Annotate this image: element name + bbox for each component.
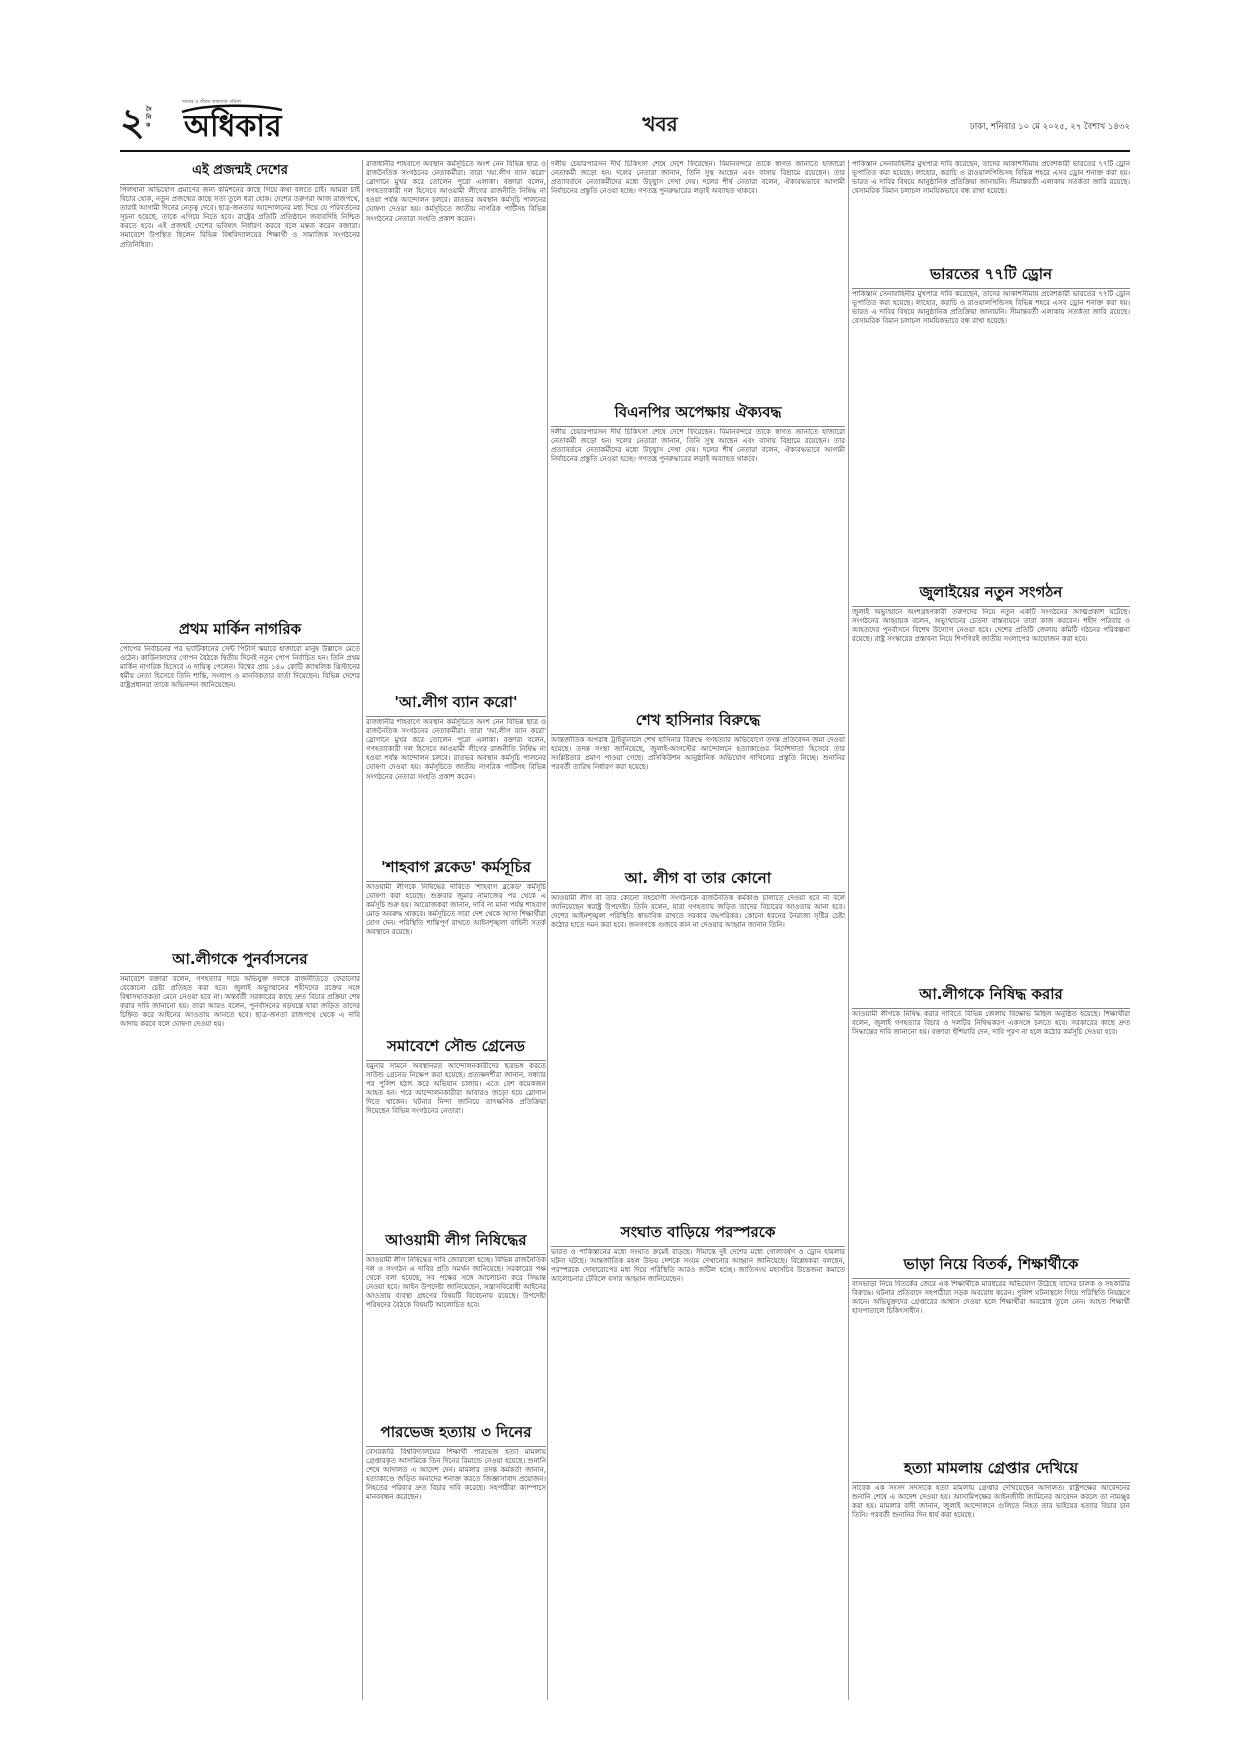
story-body: সাবেক এক সংসদ সদস্যকে হত্যা মামলায় গ্রেপ্তার দেখিয়েছেন আদালত। রাষ্ট্রপক্ষের আবেদনের শুনানি শেষে এ আদেশ দেওয়া হয়। আসামিপক্ষের আইনজীবী জামিনের আবেদন করলে তা নামঞ্জুর করা হয়। মামলার বাদী জানান, জুলাই আন্দোলনে গুলিতে নিহত তার ভাইয়ের হত্যার বিচার চান তিনি। পরবর্তী শুনানির দিন ধার্য করা হয়েছে।	[852, 1484, 1130, 1520]
story-hasina	[551, 708, 845, 860]
story-body: বেসরকারি বিশ্ববিদ্যালয়ের শিক্ষার্থী পারভেজ হত্যা মামলায় গ্রেপ্তারকৃত আসামিকে তিন দিনের রিমান্ডে নেওয়া হয়েছে। শুনানি শেষে আদালত এ আদেশ দেন। মামলার তদন্ত কর্মকর্তা জানান, হত্যাকাণ্ডে জড়িত অন্যদের শনাক্ত করতে জিজ্ঞাসাবাদ প্রয়োজন। নিহতের পরিবার দ্রুত বিচার দাবি করেছে। সহপাঠীরা ক্যাম্পাসে মানববন্ধন করেছেন।	[366, 1448, 546, 1502]
story-headline: ভারতের ৭৭টি ড্রোন	[852, 262, 1130, 289]
story-headline: 'শাহবাগ ব্লকেড' কর্মসূচির	[366, 855, 546, 882]
story-nishiddher	[366, 1228, 546, 1416]
story-soundgrenade	[366, 1034, 546, 1224]
story-prajanma	[120, 160, 360, 615]
story-body: পোপের নির্বাচনের পর ভ্যাটিকানের সেন্ট পিটার্স স্কয়ারে হাজারো মানুষ উল্লাসে মেতে ওঠেন। কার্ডিনালদের গোপন বৈঠকে দ্বিতীয় দিনেই নতুন পোপ নির্বাচিত হন। তিনি প্রথম মার্কিন নাগরিক হিসেবে এ দায়িত্ব পেলেন। বিশ্বের প্রায় ১৪০ কোটি ক্যাথলিক খ্রিস্টানের ধর্মীয় নেতা হিসেবে তিনি শান্তি, সংলাপ ও মানবিকতার বার্তা দিয়েছেন। বিভিন্ন দেশের রাষ্ট্রপ্রধানরা তাকে অভিনন্দন জানিয়েছেন।	[120, 645, 360, 690]
story-headline: সংঘাত বাড়িয়ে পরস্পরকে	[551, 1220, 845, 1247]
story-marikin	[120, 617, 360, 947]
story-headline: ভাড়া নিয়ে বিতর্ক, শিক্ষার্থীকে	[852, 1252, 1130, 1279]
story-headline: এই প্রজন্মই দেশের	[120, 160, 360, 185]
story-body: রাজধানীর শাহবাগে অবস্থান কর্মসূচিতে অংশ নেন বিভিন্ন ছাত্র ও রাজনৈতিক সংগঠনের নেতাকর্মীরা। তারা 'আ.লীগ ব্যান করো' স্লোগানে মুখর করে তোলেন পুরো এলাকা। বক্তারা বলেন, গণহত্যাকারী দল হিসেবে আওয়ামী লীগের রাজনীতি নিষিদ্ধ না হওয়া পর্যন্ত আন্দোলন চলবে। রাতভর অবস্থান কর্মসূচি পালনের ঘোষণা দেওয়া হয়। কর্মসূচিতে জাতীয় নাগরিক পার্টিসহ বিভিন্ন সংগঠনের নেতারা সংহতি প্রকাশ করেন।	[366, 718, 546, 781]
story-body: দলীয় চেয়ারপারসন দীর্ঘ চিকিৎসা শেষে দেশে ফিরেছেন। বিমানবন্দরে তাকে স্বাগত জানাতে হাজারো নেতাকর্মী জড়ো হন। দলের নেতারা জানান, তিনি সুস্থ আছেন এবং বাসায় বিশ্রামে রয়েছেন। তার প্রত্যাবর্তনে নেতাকর্মীদের মধ্যে উচ্ছ্বাস দেখা দেয়। দলের শীর্ষ নেতারা বলেন, ঐক্যবদ্ধভাবে আগামী নির্বাচনের প্রস্তুতি নেওয়া হচ্ছে। গণতন্ত্র পুনরুদ্ধারের লড়াই অব্যাহত থাকবে।	[551, 428, 845, 464]
story-body: আওয়ামী লীগকে নিষিদ্ধের দাবিতে 'শাহবাগ ব্লকেড' কর্মসূচি ঘোষণা করা হয়েছে। শুক্রবার জুমার নামাজের পর থেকে এ কর্মসূচি শুরু হয়। আয়োজকরা জানান, দাবি না মানা পর্যন্ত শাহবাগ মোড় অবরুদ্ধ থাকবে। কর্মসূচিতে সারা দেশ থেকে আসা শিক্ষার্থীরা যোগ দেন। পরিস্থিতি শান্তিপূর্ণ রাখতে আইনশৃঙ্খলা বাহিনী সতর্ক অবস্থানে রয়েছে।	[366, 883, 546, 937]
story-body: রাজধানীর শাহবাগে অবস্থান কর্মসূচিতে অংশ নেন বিভিন্ন ছাত্র ও রাজনৈতিক সংগঠনের নেতাকর্মীরা। তারা 'আ.লীগ ব্যান করো' স্লোগানে মুখর করে তোলেন পুরো এলাকা। বক্তারা বলেন, গণহত্যাকারী দল হিসেবে আওয়ামী লীগের রাজনীতি নিষিদ্ধ না হওয়া পর্যন্ত আন্দোলন চলবে। রাতভর অবস্থান কর্মসূচি পালনের ঘোষণা দেওয়া হয়। কর্মসূচিতে জাতীয় নাগরিক পার্টিসহ বিভিন্ন সংগঠনের নেতারা সংহতি প্রকাশ করেন।	[366, 160, 546, 223]
story-body: যমুনার সামনে অবস্থানরত আন্দোলনকারীদের ছত্রভঙ্গ করতে সাউন্ড গ্রেনেড নিক্ষেপ করা হয়েছে। প্রত্যক্ষদর্শীরা জানান, সন্ধ্যার পর পুলিশ হঠাৎ করে অভিযান চালায়। এতে বেশ কয়েকজন আহত হন। পরে আন্দোলনকারীরা আবারও জড়ো হয়ে স্লোগান দিতে থাকেন। ঘটনার নিন্দা জানিয়ে তাৎক্ষণিক প্রতিক্রিয়া দিয়েছেন বিভিন্ন সংগঠনের নেতারা।	[366, 1062, 546, 1116]
logo-tagline: আমার ও জীবন আমাদের পত্রিকা	[182, 100, 241, 105]
section-title: খবর	[642, 112, 678, 136]
newspaper-logo	[146, 98, 286, 146]
story-body: পাকিস্তান সেনাবাহিনীর মুখপাত্র দাবি করেছেন, তাদের আকাশসীমায় প্রবেশকারী ভারতের ৭৭টি ড্রোন ভূপাতিত করা হয়েছে। লাহোর, করাচি ও রাওয়ালপিন্ডিসহ বিভিন্ন শহরে এসব ড্রোন শনাক্ত করা হয়। ভারত এ দাবির বিষয়ে আনুষ্ঠানিক প্রতিক্রিয়া জানায়নি। সীমান্তবর্তী এলাকায় সতর্কতা জারি রয়েছে। বেসামরিক বিমান চলাচল সাময়িকভাবে বন্ধ রাখা হয়েছে।	[852, 290, 1130, 326]
masthead	[120, 98, 1130, 152]
story-body: জুলাই অভ্যুত্থানে অংশগ্রহণকারী তরুণদের নিয়ে নতুন একটি সংগঠনের আত্মপ্রকাশ ঘটেছে। সংগঠনের আহ্বায়ক বলেন, অভ্যুত্থানের চেতনা বাস্তবায়নে তারা কাজ করবেন। শহীদ পরিবার ও আহতদের পুনর্বাসনে বিশেষ উদ্যোগ নেওয়া হবে। দেশের প্রতিটি জেলায় কমিটি গঠনের পরিকল্পনা রয়েছে। রাষ্ট্র সংস্কারের প্রস্তাবনা নিয়ে শিগগিরই জাতীয় সংলাপের আয়োজন করা হবে।	[852, 608, 1130, 644]
story-headline: হত্যা মামলায় গ্রেপ্তার দেখিয়ে	[852, 1456, 1130, 1483]
story-hotya	[852, 1456, 1130, 1700]
story-punarbasan	[120, 947, 360, 1697]
story-parvez	[366, 1420, 546, 1700]
story-headline: বিএনপির অপেক্ষায় ঐক্যবদ্ধ	[551, 400, 845, 427]
story-headline: জুলাইয়ের নতুন সংগঠন	[852, 580, 1130, 607]
story-headline: শেখ হাসিনার বিরুদ্ধে	[551, 708, 845, 735]
story-intro-col4	[852, 160, 1130, 260]
story-ban	[366, 690, 546, 855]
story-body: দলীয় চেয়ারপারসন দীর্ঘ চিকিৎসা শেষে দেশে ফিরেছেন। বিমানবন্দরে তাকে স্বাগত জানাতে হাজারো নেতাকর্মী জড়ো হন। দলের নেতারা জানান, তিনি সুস্থ আছেন এবং বাসায় বিশ্রামে রয়েছেন। তার প্রত্যাবর্তনে নেতাকর্মীদের মধ্যে উচ্ছ্বাস দেখা দেয়। দলের শীর্ষ নেতারা বলেন, ঐক্যবদ্ধভাবে আগামী নির্বাচনের প্রস্তুতি নেওয়া হচ্ছে। গণতন্ত্র পুনরুদ্ধারের লড়াই অব্যাহত থাকবে।	[551, 160, 845, 196]
story-body: পিলখানা অভিযোগ প্রমাণের জন্য কমিশনের কাছে গিয়ে কথা বলতে চাই। আমরা চাই বিচার হোক, নতুন প্রজন্মের কাছে সত্য তুলে ধরা হোক। দেশের তরুণরা আজ রাজপথে, তারাই আগামী দিনের নেতৃত্ব দেবে। ছাত্র-জনতার আন্দোলনের মধ্য দিয়ে যে পরিবর্তনের সূচনা হয়েছে, তাকে এগিয়ে নিতে হবে। রাষ্ট্রের প্রতিটি প্রতিষ্ঠানে জবাবদিহি নিশ্চিত করতে হবে। এই প্রজন্মই দেশের ভবিষ্যৎ নির্ধারণ করবে বলে মন্তব্য করেন বক্তারা। সমাবেশে উপস্থিত ছিলেন বিভিন্ন বিশ্ববিদ্যালয়ের শিক্ষার্থী ও সামাজিক সংগঠনের প্রতিনিধিরা।	[120, 186, 360, 249]
story-body: সমাবেশে বক্তারা বলেন, গণহত্যার দায়ে অভিযুক্ত দলকে রাজনীতিতে ফেরানোর যেকোনো চেষ্টা প্রতিহত করা হবে। জুলাই অভ্যুত্থানের শহীদদের রক্তের সঙ্গে বিশ্বাসঘাতকতা মেনে নেওয়া হবে না। অন্তর্বর্তী সরকারের কাছে দ্রুত বিচার প্রক্রিয়া শেষ করার দাবি জানানো হয়। তারা আরও বলেন, পুনর্বাসনের ষড়যন্ত্রে যারা জড়িত তাদের চিহ্নিত করে আইনের আওতায় আনতে হবে। ছাত্র-জনতা রাজপথে থেকে এ দাবি আদায় করবে বলে ঘোষণা দেওয়া হয়।	[120, 975, 360, 1029]
dateline: ঢাকা, শনিবার ১০ মে ২০২৫, ২৭ বৈশাখ ১৪৩২	[969, 122, 1130, 132]
story-headline: সমাবেশে সৌন্ড গ্রেনেড	[366, 1034, 546, 1061]
story-body: পাকিস্তান সেনাবাহিনীর মুখপাত্র দাবি করেছেন, তাদের আকাশসীমায় প্রবেশকারী ভারতের ৭৭টি ড্রোন ভূপাতিত করা হয়েছে। লাহোর, করাচি ও রাওয়ালপিন্ডিসহ বিভিন্ন শহরে এসব ড্রোন শনাক্ত করা হয়। ভারত এ দাবির বিষয়ে আনুষ্ঠানিক প্রতিক্রিয়া জানায়নি। সীমান্তবর্তী এলাকায় সতর্কতা জারি রয়েছে। বেসামরিক বিমান চলাচল সাময়িকভাবে বন্ধ রাখা হয়েছে।	[852, 160, 1130, 196]
story-drone	[852, 262, 1130, 574]
column-rule	[547, 160, 548, 1700]
story-bnp	[551, 400, 845, 695]
story-body: আন্তর্জাতিক অপরাধ ট্রাইব্যুনালে শেখ হাসিনার বিরুদ্ধে গণহত্যার অভিযোগে তদন্ত প্রতিবেদন জমা দেওয়া হয়েছে। তদন্ত সংস্থা জানিয়েছে, জুলাই-আগস্টের আন্দোলনে হত্যাকাণ্ডের নির্দেশদাতা হিসেবে তার সংশ্লিষ্টতার প্রমাণ পাওয়া গেছে। প্রসিকিউশন আনুষ্ঠানিক অভিযোগ দাখিলের প্রস্তুতি নিচ্ছে। শুনানির পরবর্তী তারিখ নির্ধারণ করা হয়েছে।	[551, 736, 845, 772]
story-songhat	[551, 1220, 845, 1700]
story-body: আওয়ামী লীগ বা তার কোনো সহযোগী সংগঠনকে রাজনৈতিক কর্মকাণ্ড চালাতে দেওয়া হবে না বলে জানিয়েছেন স্বরাষ্ট্র উপদেষ্টা। তিনি বলেন, যারা গণহত্যায় জড়িত তাদের বিচারের আওতায় আনা হবে। দেশের আইনশৃঙ্খলা পরিস্থিতি স্বাভাবিক রাখতে সরকার বদ্ধপরিকর। কোনো ধরনের নৈরাজ্য সৃষ্টির চেষ্টা কঠোর হাতে দমন করা হবে। জনগণকে গুজবে কান না দেওয়ার আহ্বান জানান তিনি।	[551, 894, 845, 930]
story-shahbag	[366, 855, 546, 1030]
story-intro-col2	[366, 160, 546, 675]
story-headline: আওয়ামী লীগ নিষিদ্ধের	[366, 1228, 546, 1255]
page-number: ২	[120, 100, 145, 144]
story-vara	[852, 1252, 1130, 1452]
story-body: আওয়ামী লীগকে নিষিদ্ধ করার দাবিতে বিভিন্ন জেলায় বিক্ষোভ মিছিল অনুষ্ঠিত হয়েছে। শিক্ষার্থীরা বলেন, জুলাই গণহত্যার বিচার ও দলটির নিষিদ্ধকরণ একসঙ্গে চলতে হবে। সরকারের কাছে দ্রুত সিদ্ধান্তের দাবি জানানো হয়। বক্তারা হুঁশিয়ারি দেন, দাবি পূরণ না হলে কঠোর কর্মসূচি দেওয়া হবে।	[852, 1010, 1130, 1037]
story-headline: আ. লীগ বা তার কোনো	[551, 866, 845, 893]
story-headline: প্রথম মার্কিন নাগরিক	[120, 617, 360, 644]
logo-wordmark: অধিকার	[184, 109, 282, 144]
story-alig-nishiddho	[852, 982, 1130, 1248]
column-rule	[848, 160, 849, 1700]
story-body: আওয়ামী লীগ নিষিদ্ধের দাবি জোরালো হচ্ছে। বিভিন্ন রাজনৈতিক দল ও সংগঠন এ দাবির প্রতি সমর্থন জানিয়েছে। সরকারের পক্ষ থেকে বলা হয়েছে, সব পক্ষের সঙ্গে আলোচনা করে সিদ্ধান্ত নেওয়া হবে। আইন উপদেষ্টা জানিয়েছেন, সন্ত্রাসবিরোধী আইনের আওতায় ব্যবস্থা গ্রহণের বিষয়টি বিবেচনায় রয়েছে। উপদেষ্টা পরিষদের বৈঠকে বিষয়টি আলোচিত হবে।	[366, 1256, 546, 1310]
story-headline: আ.লীগকে নিষিদ্ধ করার	[852, 982, 1130, 1009]
story-body: বাসভাড়া নিয়ে বিতর্কের জেরে এক শিক্ষার্থীকে মারধরের অভিযোগ উঠেছে বাসের চালক ও সহকারীর বিরুদ্ধে। ঘটনার প্রতিবাদে সহপাঠীরা সড়ক অবরোধ করেন। পুলিশ ঘটনাস্থলে গিয়ে পরিস্থিতি নিয়ন্ত্রণে আনে। অভিযুক্তদের গ্রেপ্তারের আশ্বাস দেওয়া হলে শিক্ষার্থীরা অবরোধ তুলে নেন। আহত শিক্ষার্থী হাসপাতালে চিকিৎসাধীন।	[852, 1280, 1130, 1316]
logo-graphic	[146, 98, 286, 146]
story-headline: পারভেজ হত্যায় ৩ দিনের	[366, 1420, 546, 1447]
column-rule	[362, 160, 363, 1700]
story-july	[852, 580, 1130, 978]
story-headline: আ.লীগকে পুনর্বাসনের	[120, 947, 360, 974]
story-koni	[551, 866, 845, 1216]
story-headline: 'আ.লীগ ব্যান করো'	[366, 690, 546, 717]
logo-side-label: দৈ নি ক	[146, 106, 152, 129]
story-body: ভারত ও পাকিস্তানের মধ্যে সংঘাত ক্রমেই বাড়ছে। সীমান্তে দুই দেশের মধ্যে গোলাবর্ষণ ও ড্রোন হামলার ঘটনা ঘটছে। আন্তর্জাতিক মহল উভয় দেশকে সংযম দেখানোর আহ্বান জানিয়েছে। বিশ্লেষকরা বলছেন, পরস্পরকে দোষারোপের মধ্য দিয়ে পরিস্থিতি আরও জটিল হচ্ছে। জাতিসংঘ মহাসচিব উত্তেজনা কমাতে আলোচনার টেবিলে বসার আহ্বান জানিয়েছেন।	[551, 1248, 845, 1284]
story-intro-col3	[551, 160, 845, 390]
